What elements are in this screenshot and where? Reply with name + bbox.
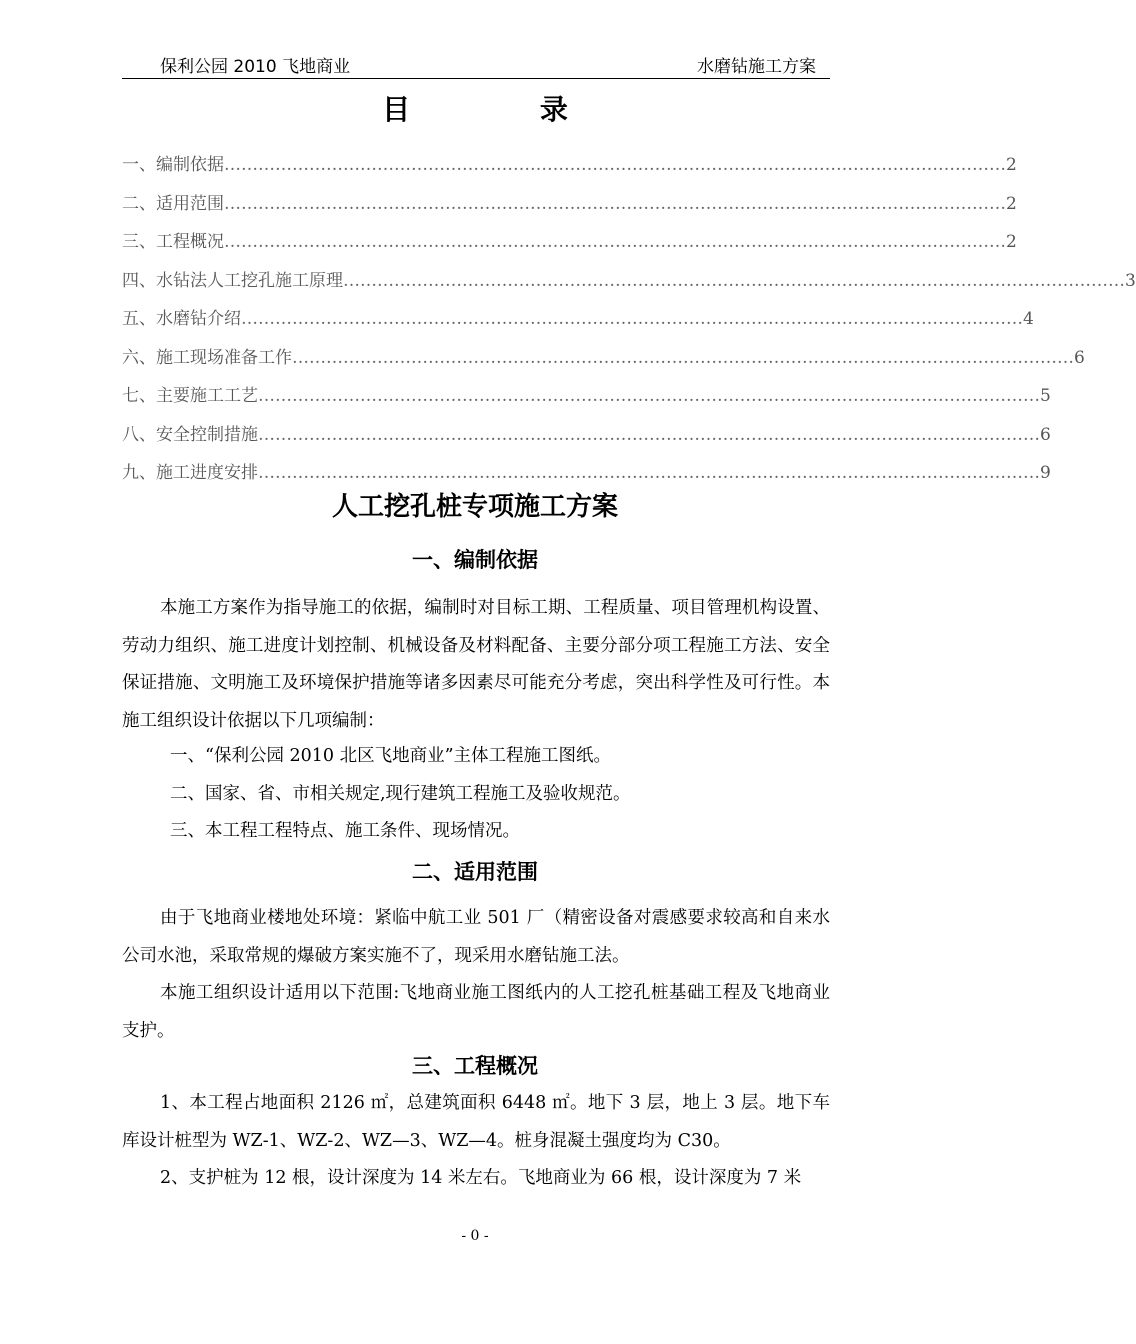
- document-title: 人工挖孔桩专项施工方案: [331, 492, 618, 522]
- toc-item[interactable]: [122, 381, 1051, 420]
- toc-item-label: 七、主要施工工艺: [122, 386, 258, 406]
- toc-leader-dots: …………………………………………………………………………………………………………………………: [224, 232, 1006, 252]
- toc-item-page: 9: [1040, 463, 1051, 483]
- toc-leader-dots: …………………………………………………………………………………………………………………………: [343, 270, 1125, 291]
- basis-item-1: 一、“保利公园 2010 北区飞地商业”主体工程施工图纸。: [170, 746, 612, 766]
- section-heading-basis: 一、编制依据: [412, 548, 538, 572]
- section-scope-paragraph-2: 本施工组织设计适用以下范围:飞地商业施工图纸内的人工挖孔桩基础工程及飞地商业支护。: [122, 983, 830, 1041]
- section-heading-scope: 二、适用范围: [412, 860, 538, 884]
- toc-item[interactable]: [122, 150, 1017, 189]
- toc-item[interactable]: [122, 420, 1051, 459]
- table-of-contents: [122, 150, 1136, 497]
- toc-item-label: 四、水钻法人工挖孔施工原理: [122, 270, 343, 291]
- section-overview-paragraph-2: 2、支护桩为 12 根，设计深度为 14 米左右。飞地商业为 66 根，设计深度为 7 米: [160, 1168, 802, 1188]
- basis-item-3: 三、本工程工程特点、施工条件、现场情况。: [170, 821, 520, 841]
- toc-item-label: 一、编制依据: [122, 155, 224, 175]
- page-header: [122, 48, 830, 79]
- section-scope-paragraph-1: 由于飞地商业楼地处环境：紧临中航工业 501 厂（精密设备对震感要求较高和自来水公司水池，采取常规的爆破方案实施不了，现采用水磨钻施工法。: [122, 908, 830, 966]
- toc-leader-dots: …………………………………………………………………………………………………………………………: [292, 347, 1074, 368]
- toc-item-page: 4: [1023, 309, 1034, 329]
- toc-item-label: 六、施工现场准备工作: [122, 347, 292, 368]
- toc-item[interactable]: [122, 266, 1136, 305]
- toc-item-page: 5: [1040, 386, 1051, 406]
- toc-item-page: 6: [1040, 424, 1051, 445]
- header-document-name: 水磨钻施工方案: [697, 57, 816, 77]
- toc-item-page: 2: [1006, 232, 1017, 252]
- header-project-name: 保利公园 2010 飞地商业: [160, 57, 351, 77]
- toc-item[interactable]: [122, 304, 1034, 343]
- toc-item-label: 八、安全控制措施: [122, 424, 258, 445]
- page-number: - 0 -: [461, 1228, 489, 1244]
- toc-item-page: 2: [1006, 155, 1017, 175]
- toc-leader-dots: …………………………………………………………………………………………………………………………: [258, 386, 1040, 406]
- section-heading-overview: 三、工程概况: [412, 1054, 538, 1078]
- toc-leader-dots: …………………………………………………………………………………………………………………………: [258, 463, 1040, 483]
- toc-item-page: 2: [1006, 193, 1017, 214]
- toc-leader-dots: …………………………………………………………………………………………………………………………: [224, 193, 1006, 214]
- section-basis-paragraph: 本施工方案作为指导施工的依据，编制时对目标工期、工程质量、项目管理机构设置、劳动力组织、施工进度计划控制、机械设备及材料配备、主要分部分项工程施工方法、安全保证措施、文明施工及环境保护措施等诸多因素尽可能充分考虑，突出科学性及可行性。本施工组织设计依据以下几项编制：: [122, 598, 830, 731]
- toc-item[interactable]: [122, 189, 1017, 228]
- toc-item-page: 3: [1125, 270, 1136, 291]
- toc-item[interactable]: [122, 343, 1085, 382]
- toc-item-label: 三、工程概况: [122, 232, 224, 252]
- toc-title: 目 录: [382, 93, 628, 126]
- toc-leader-dots: …………………………………………………………………………………………………………………………: [241, 309, 1023, 329]
- toc-leader-dots: …………………………………………………………………………………………………………………………: [224, 155, 1006, 175]
- basis-item-2: 二、国家、省、市相关规定,现行建筑工程施工及验收规范。: [170, 784, 631, 804]
- toc-item-label: 二、适用范围: [122, 193, 224, 214]
- section-overview-paragraph-1: 1、本工程占地面积 2126 ㎡，总建筑面积 6448 ㎡。地下 3 层，地上 3 层。地下车库设计桩型为 WZ-1、WZ-2、WZ—3、WZ—4。桩身混凝土强度均为 C30。: [122, 1093, 830, 1151]
- toc-item-label: 五、水磨钻介绍: [122, 309, 241, 329]
- toc-item-page: 6: [1074, 347, 1085, 368]
- toc-item[interactable]: [122, 227, 1017, 266]
- toc-item-label: 九、施工进度安排: [122, 463, 258, 483]
- toc-leader-dots: …………………………………………………………………………………………………………………………: [258, 424, 1040, 445]
